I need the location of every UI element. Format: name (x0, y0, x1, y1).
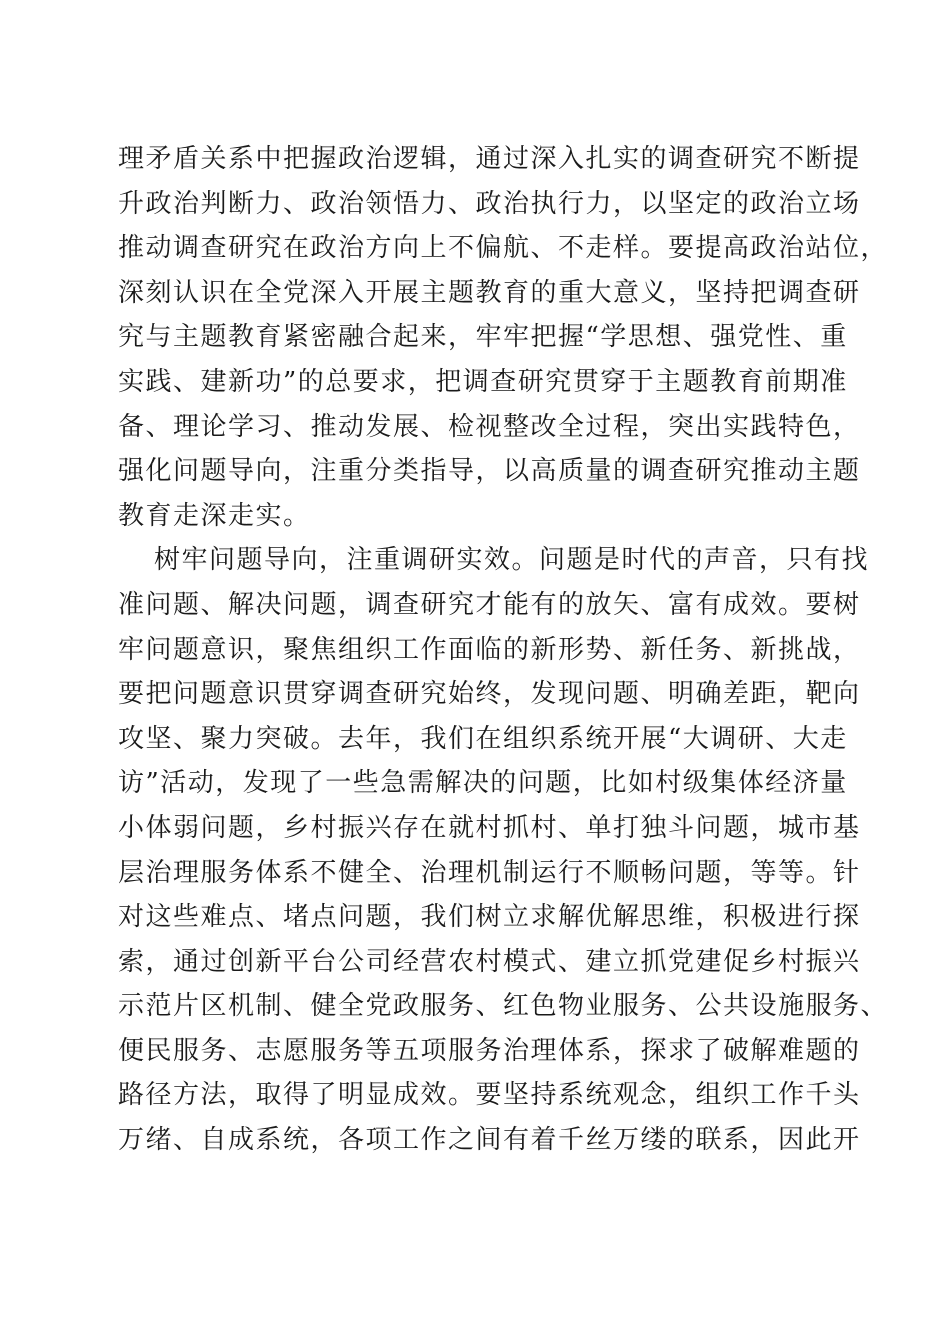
text-line: 牢问题意识，聚焦组织工作面临的新形势、新任务、新挑战， (118, 634, 861, 665)
text-line: 万绪、自成系统，各项工作之间有着千丝万缕的联系，因此开 (118, 1125, 861, 1156)
text-line: 路径方法，取得了明显成效。要坚持系统观念，组织工作千头 (118, 1080, 861, 1111)
text-line: 小体弱问题，乡村振兴存在就村抓村、单打独斗问题，城市基 (118, 812, 861, 843)
text-line: 升政治判断力、政治领悟力、政治执行力，以坚定的政治立场 (118, 188, 861, 219)
text-line: 便民服务、志愿服务等五项服务治理体系，探求了破解难题的 (118, 1035, 861, 1066)
text-line: 索，通过创新平台公司经营农村模式、建立抓党建促乡村振兴 (118, 946, 861, 977)
text-line: 教育走深走实。 (118, 500, 311, 531)
text-line: 究与主题教育紧密融合起来，牢牢把握“学思想、强党性、重 (118, 322, 848, 353)
text-line: 强化问题导向，注重分类指导，以高质量的调查研究推动主题 (118, 456, 861, 487)
body-text (118, 137, 889, 1163)
text-line: 访”活动，发现了一些急需解决的问题，比如村级集体经济量 (118, 768, 848, 799)
text-line: 实践、建新功”的总要求，把调查研究贯穿于主题教育前期准 (118, 366, 848, 397)
text-line: 理矛盾关系中把握政治逻辑，通过深入扎实的调查研究不断提 (118, 144, 861, 174)
text-line: 示范片区机制、健全党政服务、红色物业服务、公共设施服务、 (118, 991, 889, 1022)
text-line: 备、理论学习、推动发展、检视整改全过程，突出实践特色， (118, 411, 861, 442)
text-line: 要把问题意识贯穿调查研究始终，发现问题、明确差距，靶向 (118, 679, 861, 710)
text-line: 准问题、解决问题，调查研究才能有的放矢、富有成效。要树 (118, 589, 861, 620)
text-line: 深刻认识在全党深入开展主题教育的重大意义，坚持把调查研 (118, 277, 861, 308)
text-line: 攻坚、聚力突破。去年，我们在组织系统开展“大调研、大走 (118, 723, 848, 754)
paragraph-start-line: 树牢问题导向，注重调研实效。问题是时代的声音，只有找 (154, 545, 870, 576)
text-line: 对这些难点、堵点问题，我们树立求解优解思维，积极进行探 (118, 902, 861, 933)
text-line: 推动调查研究在政治方向上不偏航、不走样。要提高政治站位， (118, 233, 889, 264)
text-line: 层治理服务体系不健全、治理机制运行不顺畅问题，等等。针 (118, 857, 861, 888)
